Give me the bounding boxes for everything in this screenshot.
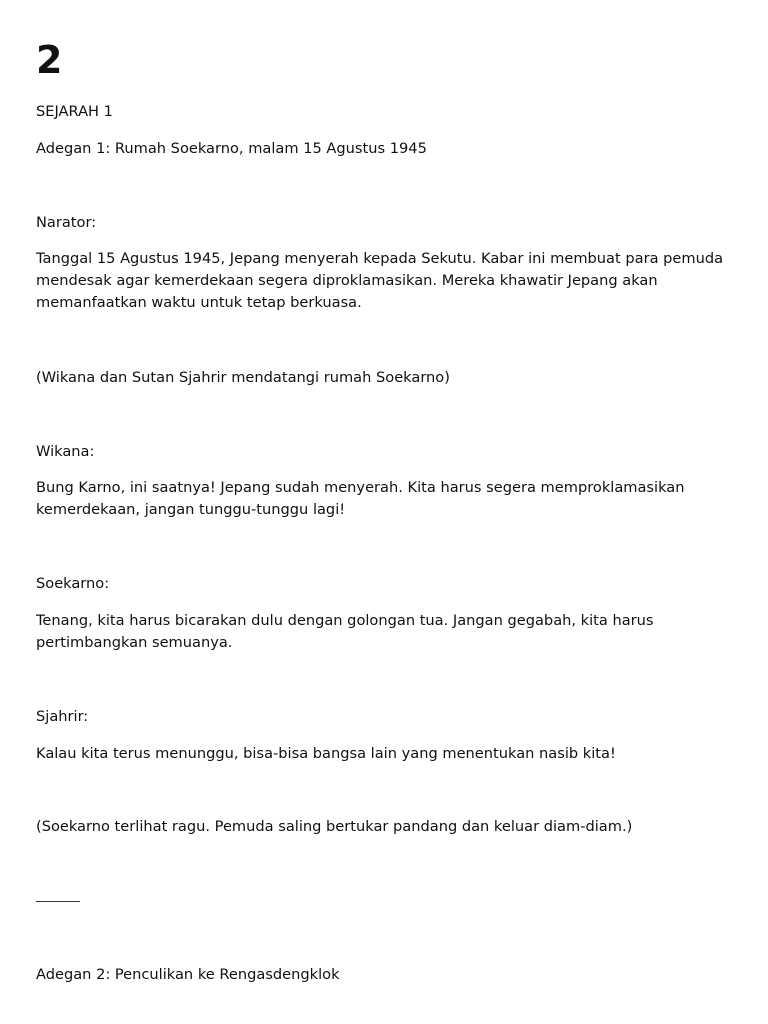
narrator-text: Tanggal 15 Agustus 1945, Jepang menyerah kepada Sekutu. Kabar ini membuat para pemuda mendesak agar kemerdekaan segera diproklamasikan. Mereka khawatir Jepang akan memanfaatkan waktu untuk tetap berkuasa. bbox=[36, 250, 724, 311]
document-title: SEJARAH 1 bbox=[36, 103, 113, 120]
narrator-label: Narator: bbox=[36, 214, 97, 231]
page-number: 2 bbox=[36, 38, 63, 82]
scene-1-heading: Adegan 1: Rumah Soekarno, malam 15 Agustus 1945 bbox=[36, 140, 427, 157]
soekarno-label: Soekarno: bbox=[36, 575, 110, 592]
scene-2-heading: Adegan 2: Penculikan ke Rengasdengklok bbox=[36, 966, 340, 983]
stage-direction-2: (Soekarno terlihat ragu. Pemuda saling bertukar pandang dan keluar diam-diam.) bbox=[36, 818, 633, 835]
sjahrir-text: Kalau kita terus menunggu, bisa-bisa bangsa lain yang menentukan nasib kita! bbox=[36, 745, 616, 762]
sjahrir-label: Sjahrir: bbox=[36, 708, 89, 725]
soekarno-text: Tenang, kita harus bicarakan dulu dengan golongan tua. Jangan gegabah, kita harus pertimbangkan semuanya. bbox=[36, 612, 654, 651]
stage-direction-1: (Wikana dan Sutan Sjahrir mendatangi rumah Soekarno) bbox=[36, 369, 450, 386]
wikana-label: Wikana: bbox=[36, 443, 95, 460]
wikana-text: Bung Karno, ini saatnya! Jepang sudah menyerah. Kita harus segera memproklamasikan kemerdekaan, jangan tunggu-tunggu lagi! bbox=[36, 479, 685, 518]
section-divider bbox=[36, 901, 80, 902]
